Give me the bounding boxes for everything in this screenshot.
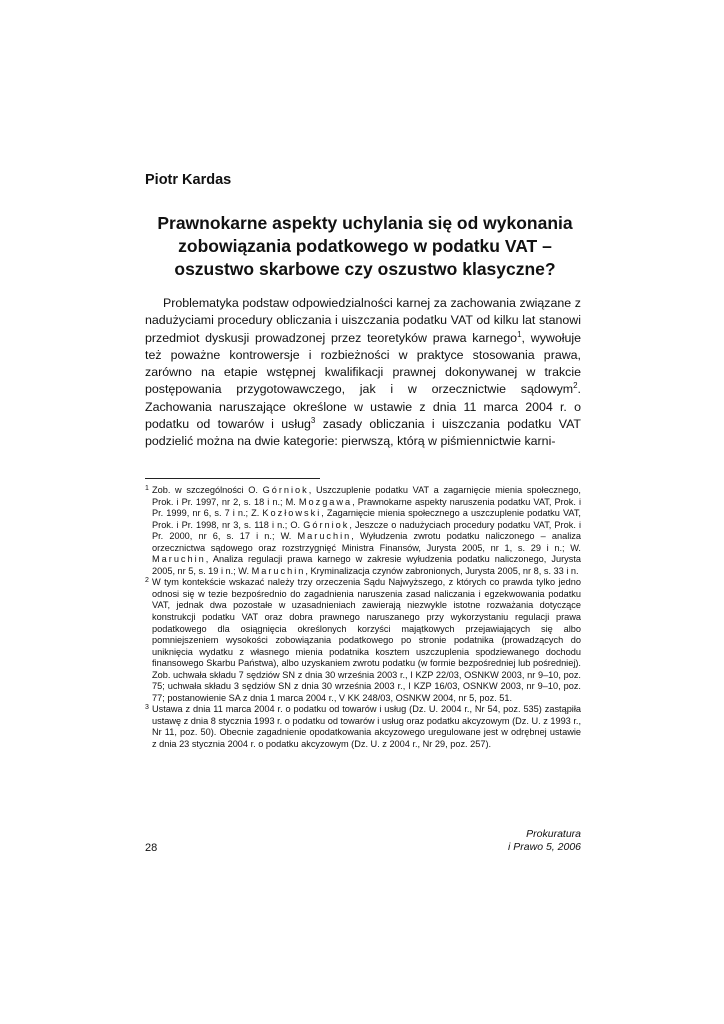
body-text-part-2: , wywołuje też poważne kontrowersje i rozbieżności w praktyce stosowania prawa, zarówno na etapie wstępnej kwalifikacji prawnej dokonywanej w trakcie postępowania przygotowawczego, jak i w orzecznictwie sądowym [145,330,582,397]
cited-author: Maruchin [297,531,352,542]
footnote-text: Ustawa z dnia 11 marca 2004 r. o podatku od towarów i usług (Dz. U. 2004 r., Nr 54, poz. 535) zastąpiła ustawę z dnia 8 stycznia 1993 r. o podatku od towarów i usług oraz podatku akcyzowym (Dz. U. z 1993 r., Nr 11, poz. 50). Obecnie zagadnienie opodatkowania akcyzowego uregulowane jest w odrębnej ustawie z dnia 23 stycznia 2004 r. o podatku akcyzowym (Dz. U. z 2004 r., Nr 29, poz. 257). [152,704,581,750]
cited-author: Kozłowski [262,508,322,519]
footnote-text: , Prawnokarne aspekty naruszenia podatku VAT, Prok. i Pr. 1999, nr 6, s. 7 i n.; Z. [152,496,581,519]
journal-name [508,828,581,854]
cited-author: Mozgawa [298,496,353,507]
footnote-text: , Zagarnięcie mienia społecznego a uszczuplenie podatku VAT, Prok. i Pr. 1998, nr 3, s. 118 i n.; O. [152,508,581,530]
footnote-text: , Uszczuplenie podatku VAT a zagarnięcie mienia społecznego, Prok. i Pr. 1997, nr 2, s. 18 i n.; M. [152,485,581,507]
footnote-text: , Wyłudzenia zwrotu podatku naliczonego – analiza orzecznictwa sądowego oraz rozstrzygnięć Ministra Finansów, Jurysta 2005, nr 1, s. 29 i n.; W. [152,531,582,553]
author-name: Piotr Kardas [145,172,232,188]
journal-issue: i Prawo 5, 2006 [508,841,581,853]
footnote-ref-1[interactable]: 1 [517,329,522,339]
footnote-divider [145,478,320,479]
footnote-mark: 3 [145,704,149,712]
cited-author: Górniok [303,519,350,530]
body-paragraph [145,295,581,451]
footnote-text: , Jeszcze o nadużyciach procedury podatku VAT, Prok. i Pr. 2000, nr 6, s. 17 i n.; W. [152,519,581,542]
footnote-text: W tym kontekście wskazać należy trzy orzeczenia Sądu Najwyższego, z których co prawda tylko jedno odnosi się w tezie bezpośrednio do zagadnienia naruszenia zasad naliczania i egzekwowania podatku VAT, jednak dwa pozostałe w uzasadnieniach zawierają niezwykle istotne rozważania dotyczące konstrukcji podatku VAT oraz dobra prawnego naruszanego przy wykorzystaniu regulacji prawa podatkowego dla osiągnięcia określonych korzyści majątkowych przejawiających się albo pomniejszeniem wysokości zobowiązania podatkowego po stronie podatnika (prowadzących do uniknięcia wydatku z własnego mienia podatnika kosztem uszczuplenia spodziewanego dochodu finansowego Skarbu Państwa), albo uzyskaniem zwrotu podatku (w formie bezpośredniej lub pośredniej). Zob. uchwała składu 7 sędziów SN z dnia 30 września 2003 r., I KZP 22/03, OSNKW 2003, nr 9–10, poz. 75; uchwała składu 3 sędziów SN z dnia 30 września 2003 r., I KZP 16/03, OSNKW 2003, nr 9–10, poz. 77; postanowienie SA z dnia 1 marca 2004 r., V KK 248/03, OSNKW 2004, nr 5, poz. 51. [152,577,581,703]
footnotes-section [145,485,581,751]
footnote-mark: 1 [145,485,149,492]
page-number: 28 [145,842,158,854]
cited-author: Maruchin [251,565,306,576]
body-text-part-4: zasady obliczania i uiszczania podatku VAT podzielić można na dwie kategorie: pierwszą, którą w piśmiennictwie karni- [145,417,581,449]
footnote-ref-3[interactable]: 3 [310,416,316,426]
footnote-text: , Analiza regulacji prawa karnego w zakresie wyłudzenia podatku naliczonego, Jurysta 2005, nr 5, s. 19 i n.; W. [152,554,581,576]
footnote-text: Zob. w szczególności O. [152,485,263,495]
footnote-text: , Kryminalizacja czynów zabronionych, Jurysta 2005, nr 8, s. 33 i n. [305,565,579,576]
footnote-ref-2[interactable]: 2 [573,381,578,391]
cited-author: Maruchin [152,554,206,565]
journal-title: Prokuratura [526,828,581,840]
footnote-3 [145,704,581,750]
article-title: Prawnokarne aspekty uchylania się od wykonania zobowiązania podatkowego w podatku VAT – oszustwo skarbowe czy oszustwo klasyczne? [157,213,573,279]
footnote-2 [145,577,581,704]
cited-author: Górniok [262,485,309,495]
body-text-part-1: Problematyka podstaw odpowiedzialności karnej za zachowania związane z nadużyciami procedury obliczania i uiszczania podatku VAT od kilku lat stanowi przedmiot dyskusji prowadzonej przez teoretyków prawa karnego [145,296,581,345]
body-text-part-3: . Zachowania naruszające określone w ustawie z dnia 11 marca 2004 r. o podatku od towarów i usług [145,382,581,432]
footnote-mark: 2 [145,577,149,585]
footnote-1 [145,485,581,577]
